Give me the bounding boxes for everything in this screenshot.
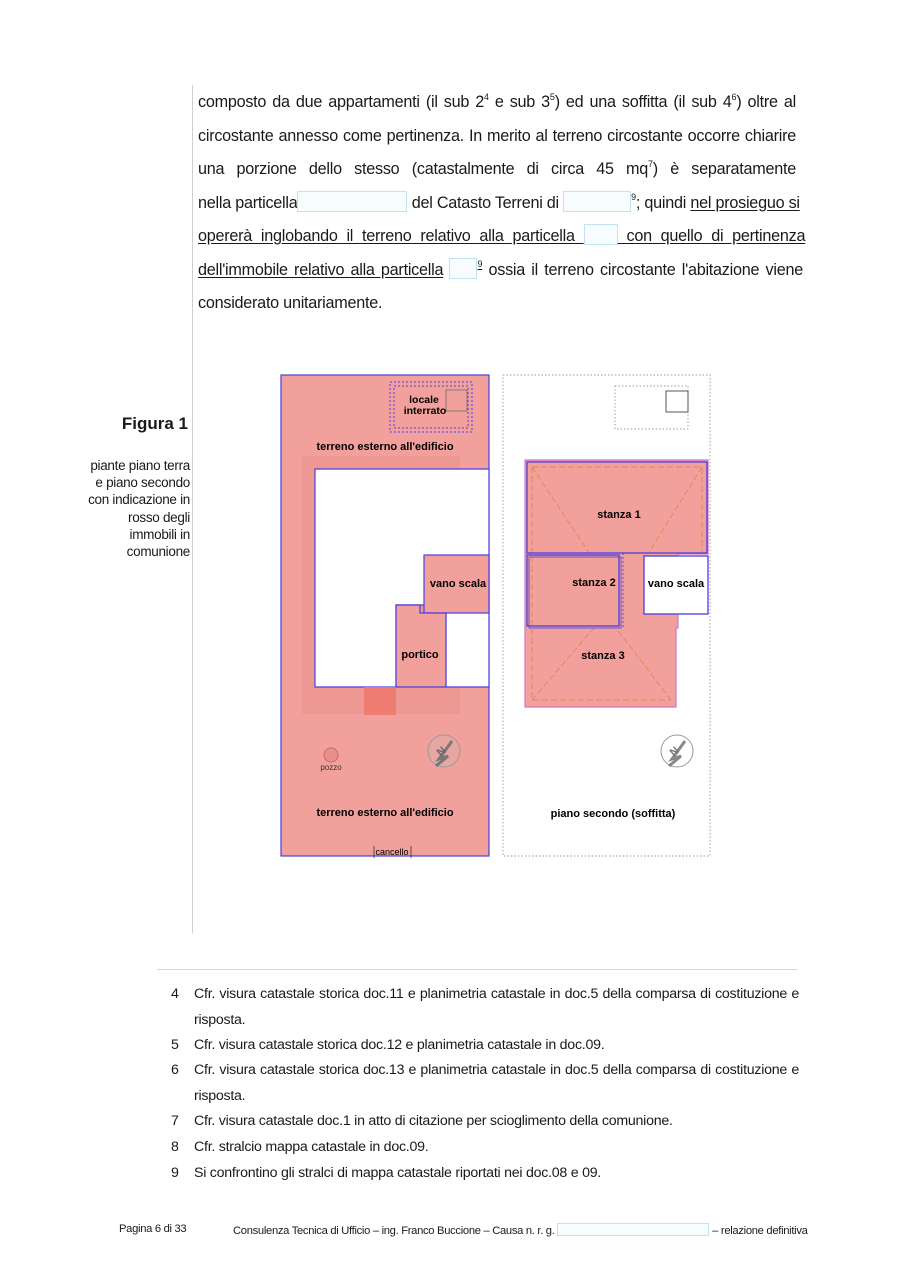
- north-arrow-icon: [428, 735, 460, 767]
- redacted-box: [449, 258, 477, 279]
- second-floor-label: piano secondo (soffitta): [550, 808, 676, 820]
- room-3-label: stanza 3: [581, 650, 625, 662]
- redacted-box: [297, 191, 407, 212]
- ground-floor-plan: [281, 375, 489, 858]
- footnote: 9 Si confrontino gli stralci di mappa catastale riportati nei doc.08 e 09.: [171, 1165, 602, 1181]
- stair-label-second: vano scala: [647, 578, 705, 590]
- step-area: [364, 687, 396, 715]
- redacted-box: [584, 224, 618, 245]
- paragraph-line-1: composto da due appartamenti (il sub $2^4$ e sub $3^5$) ed una soffitta (il sub $4^6$) oltre al: [198, 91, 796, 111]
- floor-plans-figure: [276, 370, 716, 862]
- footnote: 5 Cfr. visura catastale storica doc.12 e planimetria catastale in doc.09.: [171, 1037, 605, 1053]
- second-floor-hatch: [666, 391, 688, 412]
- footnote: 7 Cfr. visura catastale doc.1 in atto di citazione per scioglimento della comunione.: [171, 1113, 673, 1129]
- redacted-box: [557, 1223, 709, 1236]
- body-paragraph: [198, 86, 806, 321]
- paragraph-line-4: nella particella del Catasto Terreni di $^9$; quindi nel prosieguo si: [198, 192, 800, 212]
- figure-title: Figura 1: [121, 414, 188, 433]
- well-icon: [324, 748, 338, 762]
- basement-label: interrato: [403, 405, 447, 417]
- room-2-label: stanza 2: [572, 577, 616, 589]
- paragraph-line-6: dell'immobile relativo alla particella $^9$ ossia il terreno circostante l'abitazione viene: [198, 259, 803, 279]
- second-floor-plan: [503, 375, 710, 856]
- gate-label: cancello: [375, 847, 409, 857]
- paragraph-line-5: opererà inglobando il terreno relativo alla particella con quello di pertinenza: [198, 220, 796, 254]
- footnote: 4 Cfr. visura catastale storica doc.11 e planimetria catastale in doc.5 della comparsa di costituzione e risposta.: [171, 986, 799, 1028]
- basement-label: locale: [409, 394, 439, 406]
- paragraph-line-3: una porzione dello stesso (catastalmente di circa 45 $mq^7$) è separatamente: [198, 158, 796, 178]
- room-1-label: stanza 1: [597, 509, 641, 521]
- outdoor-area-label: terreno esterno all'edificio: [316, 441, 454, 453]
- svg-text:N: N: [667, 744, 682, 759]
- porch: [396, 605, 446, 687]
- footnote: 6 Cfr. visura catastale storica doc.13 e planimetria catastale in doc.5 della comparsa di costituzione e risposta.: [171, 1062, 799, 1104]
- svg-text:N: N: [434, 744, 449, 759]
- footnote: 8 Cfr. stralcio mappa catastale in doc.09.: [171, 1139, 429, 1155]
- footnote-separator: [157, 969, 797, 970]
- north-arrow-icon: [661, 735, 693, 767]
- stair-label-ground: vano scala: [429, 578, 487, 590]
- porch-label: portico: [401, 649, 439, 661]
- paragraph-line-7: considerato unitariamente.: [198, 294, 383, 312]
- redacted-box: [563, 191, 631, 212]
- footer-title: Consulenza Tecnica di Ufficio – ing. Franco Buccione – Causa n. r. g. – relazione definitiva: [233, 1225, 808, 1237]
- second-floor-outline-top: [615, 386, 688, 429]
- outdoor-area-label: terreno esterno all'edificio: [316, 807, 454, 819]
- page-number: Pagina 6 di 33: [119, 1223, 187, 1235]
- well-label: pozzo: [320, 763, 342, 772]
- paragraph-line-2: circostante annesso come pertinenza. In merito al terreno circostante occorre chiarire: [198, 126, 796, 145]
- margin-rule: [192, 85, 193, 933]
- figure-caption: piante piano terra e piano secondo con indicazione in rosso degli immobili in comunione: [88, 458, 190, 560]
